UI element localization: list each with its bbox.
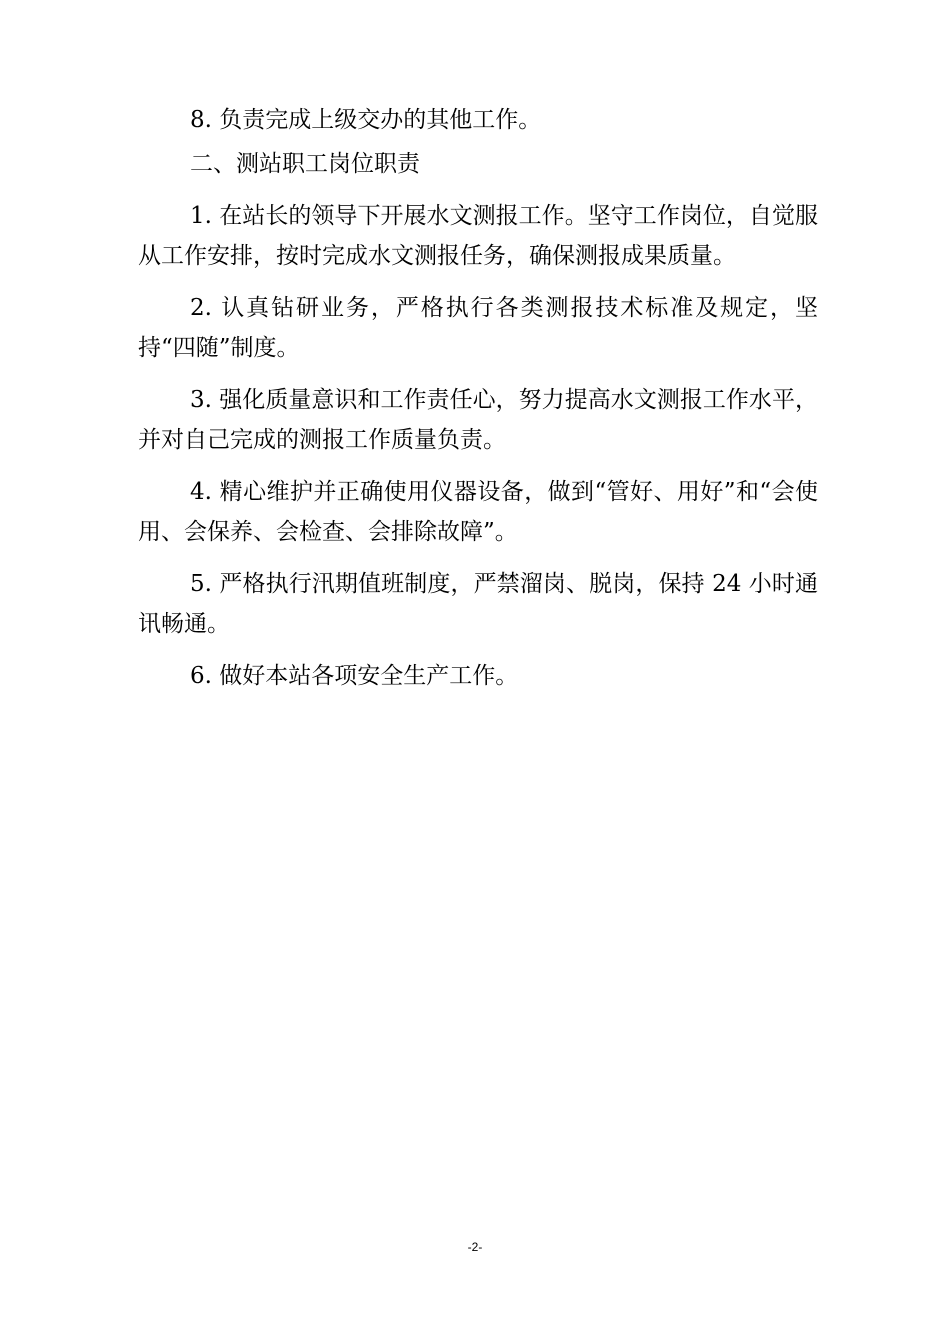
paragraph-duty-3: 3. 强化质量意识和工作责任心，努力提高水文测报工作水平，并对自己完成的测报工作质量负责。 bbox=[138, 387, 818, 453]
section-heading: 二、测站职工岗位职责 bbox=[190, 151, 420, 177]
paragraph-duty-2: 2. 认真钻研业务，严格执行各类测报技术标准及规定，坚持“四随”制度。 bbox=[138, 295, 818, 361]
document-body bbox=[138, 100, 818, 696]
paragraph-duty-1: 1. 在站长的领导下开展水文测报工作。坚守工作岗位，自觉服从工作安排，按时完成水文测报任务，确保测报成果质量。 bbox=[138, 203, 818, 269]
paragraph-duty-4: 4. 精心维护并正确使用仪器设备，做到“管好、用好”和“会使用、会保养、会检查、会排除故障”。 bbox=[138, 479, 818, 545]
paragraph-item-8: 8. 负责完成上级交办的其他工作。 bbox=[190, 107, 542, 133]
paragraph-duty-6: 6. 做好本站各项安全生产工作。 bbox=[190, 663, 519, 689]
page-number: -2- bbox=[467, 1240, 483, 1254]
paragraph-duty-5: 5. 严格执行汛期值班制度，严禁溜岗、脱岗，保持 24 小时通讯畅通。 bbox=[138, 571, 818, 637]
